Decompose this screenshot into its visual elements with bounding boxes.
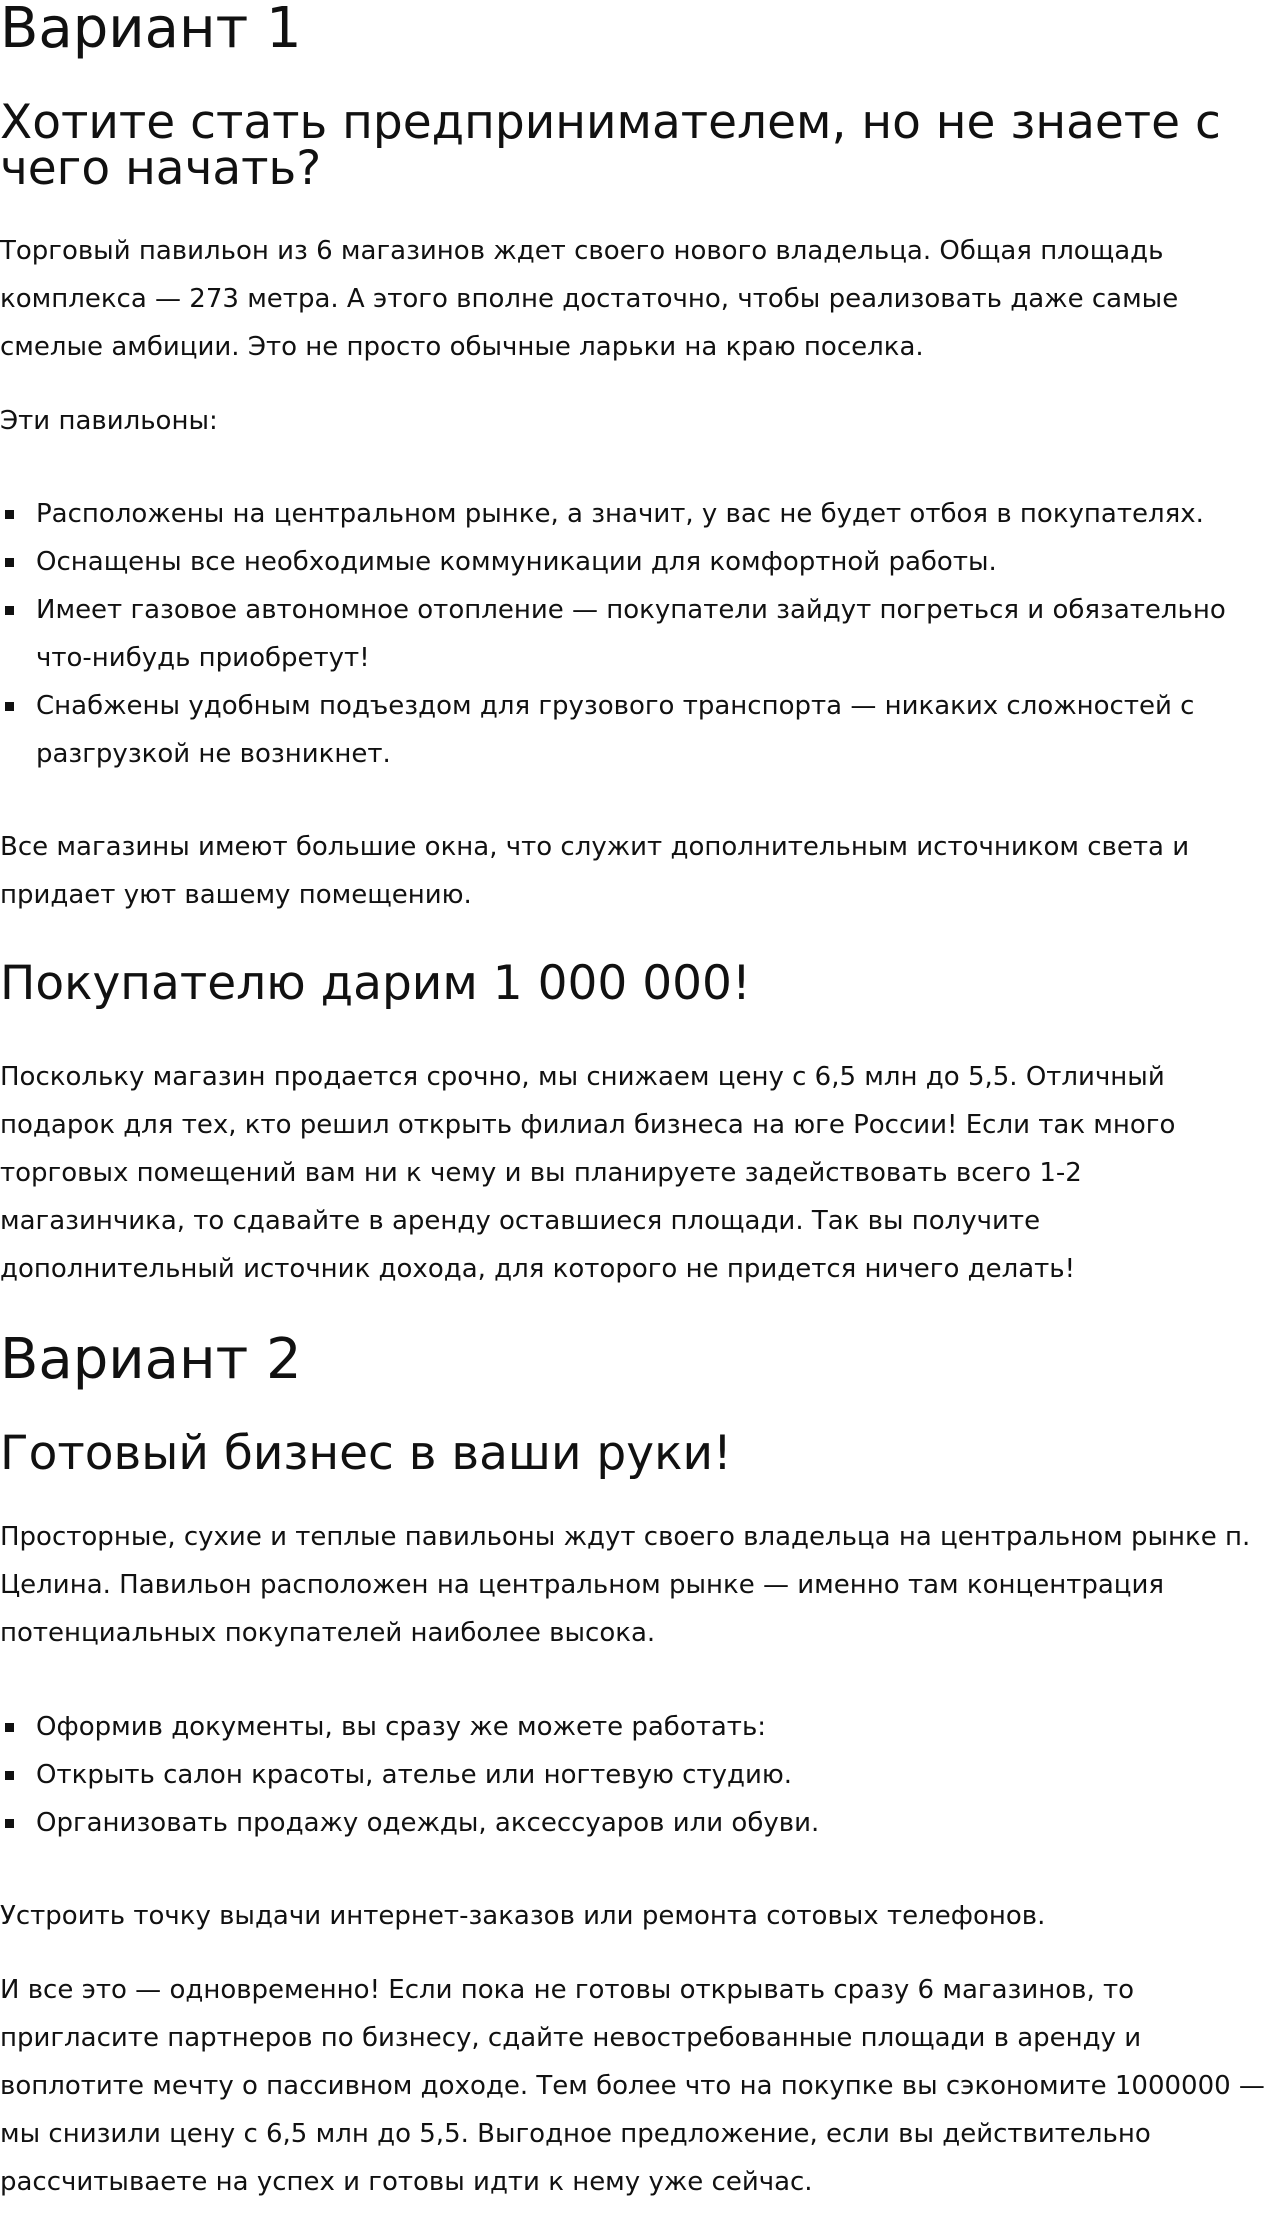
list-item: Снабжены удобным подъездом для грузового транспорта — никаких сложностей с разгрузкой не возникнет. bbox=[0, 682, 1270, 778]
list-item: Имеет газовое автономное отопление — покупатели зайдут погреться и обязательно что-нибудь приобретут! bbox=[0, 586, 1270, 682]
variant-2-pickup-text: Устроить точку выдачи интернет-заказов или ремонта сотовых телефонов. bbox=[0, 1901, 1046, 1931]
list-item: Организовать продажу одежды, аксессуаров или обуви. bbox=[0, 1799, 1270, 1847]
list-item: Оформив документы, вы сразу же можете работать: bbox=[0, 1703, 1270, 1751]
list-item: Открыть салон красоты, ателье или ногтевую студию. bbox=[0, 1751, 1270, 1799]
variant-2-section bbox=[0, 1327, 1270, 2206]
variant-2-closing-text: И все это — одновременно! Если пока не готовы открывать сразу 6 магазинов, то пригласите партнеров по бизнесу, сдайте невостребованные площади в аренду и воплотите мечту о пассивном доходе. Тем более что на покупке вы сэкономите 1000000 — мы снизили цену с 6,5 млн до 5,5. Выгодное предложение, если вы действительно рассчитываете на успех и готовы идти к нему уже сейчас. bbox=[0, 1975, 1265, 2197]
variant-1-gift-heading: Покупателю дарим 1 000 000! bbox=[0, 956, 751, 1011]
variant-1-title: Вариант 1 bbox=[0, 0, 302, 61]
list-item: Расположены на центральном рынке, а значит, у вас не будет отбоя в покупателях. bbox=[0, 490, 1270, 538]
variant-1-features-list bbox=[0, 490, 1270, 778]
variant-1-windows-text: Все магазины имеют большие окна, что служит дополнительным источником света и придает уют вашему помещению. bbox=[0, 832, 1190, 910]
variant-1-subtitle: Хотите стать предпринимателем, но не знаете с чего начать? bbox=[0, 95, 1221, 196]
list-item: Оснащены все необходимые коммуникации для комфортной работы. bbox=[0, 538, 1270, 586]
variant-2-title: Вариант 2 bbox=[0, 1327, 302, 1392]
variant-1-list-lead: Эти павильоны: bbox=[0, 406, 218, 436]
variant-2-features-list bbox=[0, 1703, 1270, 1847]
variant-2-subtitle: Готовый бизнес в ваши руки! bbox=[0, 1426, 732, 1481]
variant-1-intro: Торговый павильон из 6 магазинов ждет своего нового владельца. Общая площадь комплекса — 273 метра. А этого вполне достаточно, чтобы реализовать даже самые смелые амбиции. Это не просто обычные ларьки на краю поселка. bbox=[0, 236, 1179, 362]
variant-2-intro: Просторные, сухие и теплые павильоны ждут своего владельца на центральном рынке п. Целина. Павильон расположен на центральном рынке — именно там концентрация потенциальных покупателей наиболее высока. bbox=[0, 1522, 1251, 1648]
variant-1-gift-text: Поскольку магазин продается срочно, мы снижаем цену с 6,5 млн до 5,5. Отличный подарок для тех, кто решил открыть филиал бизнеса на юге России! Если так много торговых помещений вам ни к чему и вы планируете задействовать всего 1-2 магазинчика, то сдавайте в аренду оставшиеся площади. Так вы получите дополнительный источник дохода, для которого не придется ничего делать! bbox=[0, 1062, 1176, 1284]
